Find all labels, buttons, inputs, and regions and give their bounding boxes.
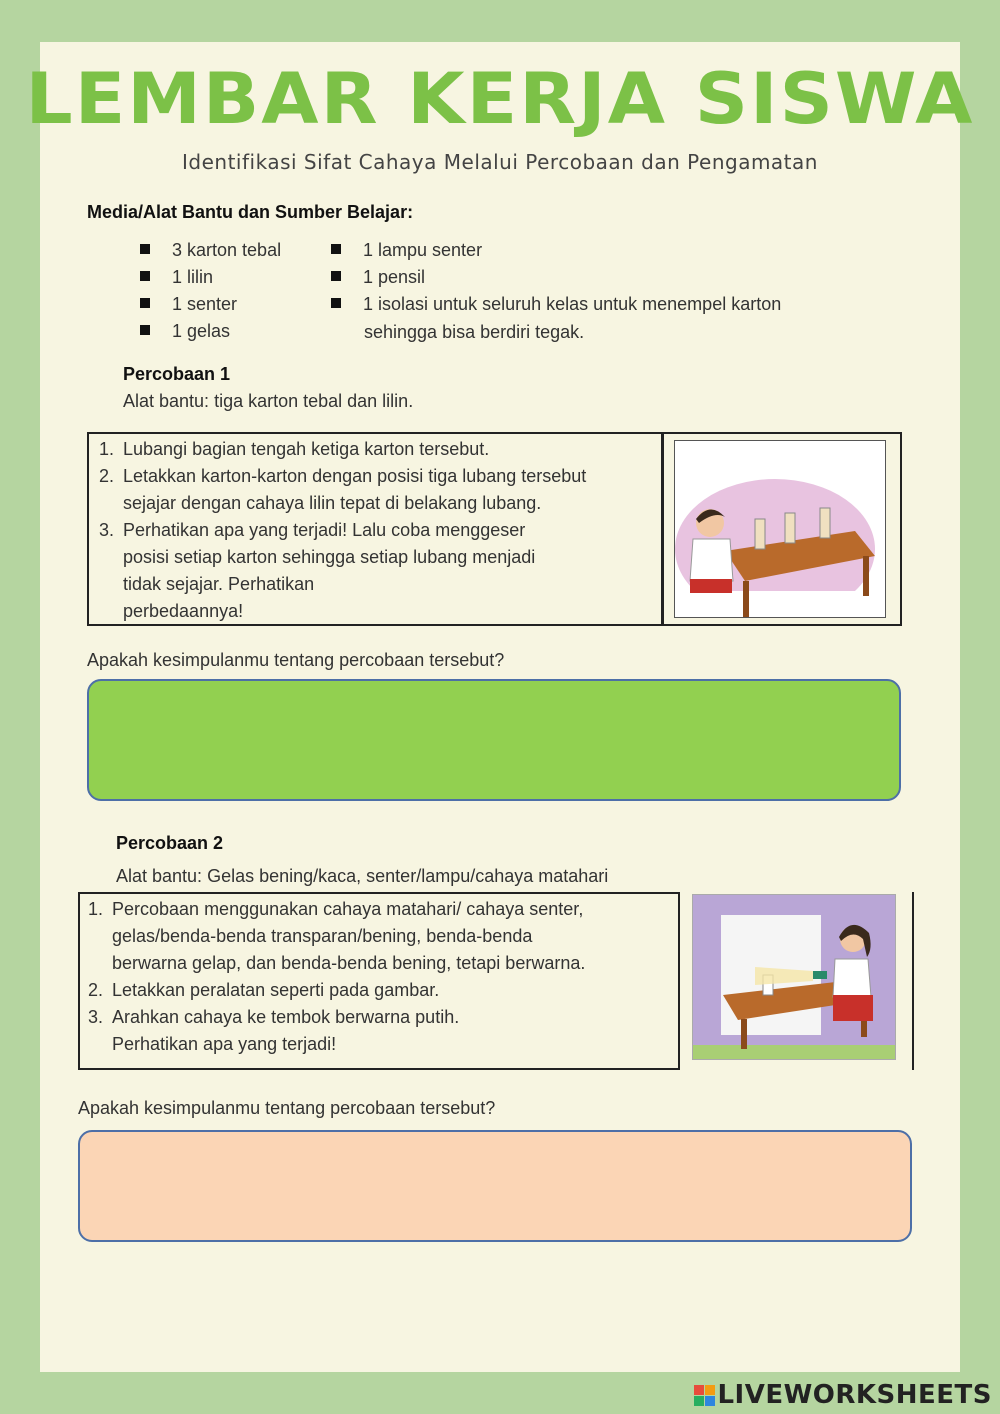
media-heading: Media/Alat Bantu dan Sumber Belajar: (87, 202, 414, 222)
material-item: 1 lampu senter (331, 240, 482, 261)
exp1-illustration (674, 440, 886, 618)
exp2-title: Percobaan 2 (116, 833, 224, 853)
material-item: 1 pensil (331, 267, 425, 288)
exp1-title: Percobaan 1 (123, 364, 231, 384)
exp1-tools: Alat bantu: tiga karton tebal dan lilin. (123, 391, 414, 411)
exp1-steps-box (87, 432, 663, 626)
worksheet-subtitle: Identifikasi Sifat Cahaya Melalui Percobaan dan Pengamatan (182, 150, 818, 174)
material-item-continuation: sehingga bisa berdiri tegak. (364, 322, 585, 342)
exp1-question: Apakah kesimpulanmu tentang percobaan tersebut? (87, 650, 505, 670)
material-item: 1 lilin (140, 267, 213, 288)
exp2-question: Apakah kesimpulanmu tentang percobaan tersebut? (78, 1098, 496, 1118)
exp2-illustration-frame (680, 892, 914, 1070)
exp2-illustration (692, 894, 896, 1060)
exp1-step: 1. Lubangi bagian tengah ketiga karton tersebut. (99, 439, 490, 459)
material-item: 1 senter (140, 294, 237, 315)
exp2-step: 2. Letakkan peralatan seperti pada gambar. (88, 980, 440, 1000)
exp2-tools: Alat bantu: Gelas bening/kaca, senter/lampu/cahaya matahari (116, 866, 609, 886)
material-item: 1 gelas (140, 321, 230, 342)
liveworksheets-logo (694, 1380, 992, 1410)
logo-icon (694, 1385, 715, 1406)
material-item: 3 karton tebal (140, 240, 281, 261)
material-item: 1 isolasi untuk seluruh kelas untuk menempel karton (331, 294, 851, 315)
worksheet-title: LEMBAR KERJA SISWA (25, 58, 975, 140)
exp1-answer-box[interactable] (87, 679, 901, 801)
exp2-step: 1. Percobaan menggunakan cahaya matahari/ cahaya senter, gelas/benda-benda transparan/bening, benda-benda berwarna gelap, dan benda-benda bening, tetapi berwarna. (88, 899, 586, 973)
exp1-illustration-frame (662, 432, 902, 626)
exp1-step: 3. Perhatikan apa yang terjadi! Lalu coba menggeser posisi setiap karton sehingga setiap lubang menjadi tidak sejajar. Perhatikan perbedaannya! (99, 520, 536, 621)
exp2-step: 3. Arahkan cahaya ke tembok berwarna putih. Perhatikan apa yang terjadi! (88, 1007, 460, 1054)
exp1-step: 2. Letakkan karton-karton dengan posisi tiga lubang tersebut sejajar dengan cahaya lilin tepat di belakang lubang. (99, 466, 587, 513)
logo-text: LIVEWORKSHEETS (717, 1380, 992, 1410)
exp2-answer-box[interactable] (78, 1130, 912, 1242)
exp2-steps-box (78, 892, 680, 1070)
